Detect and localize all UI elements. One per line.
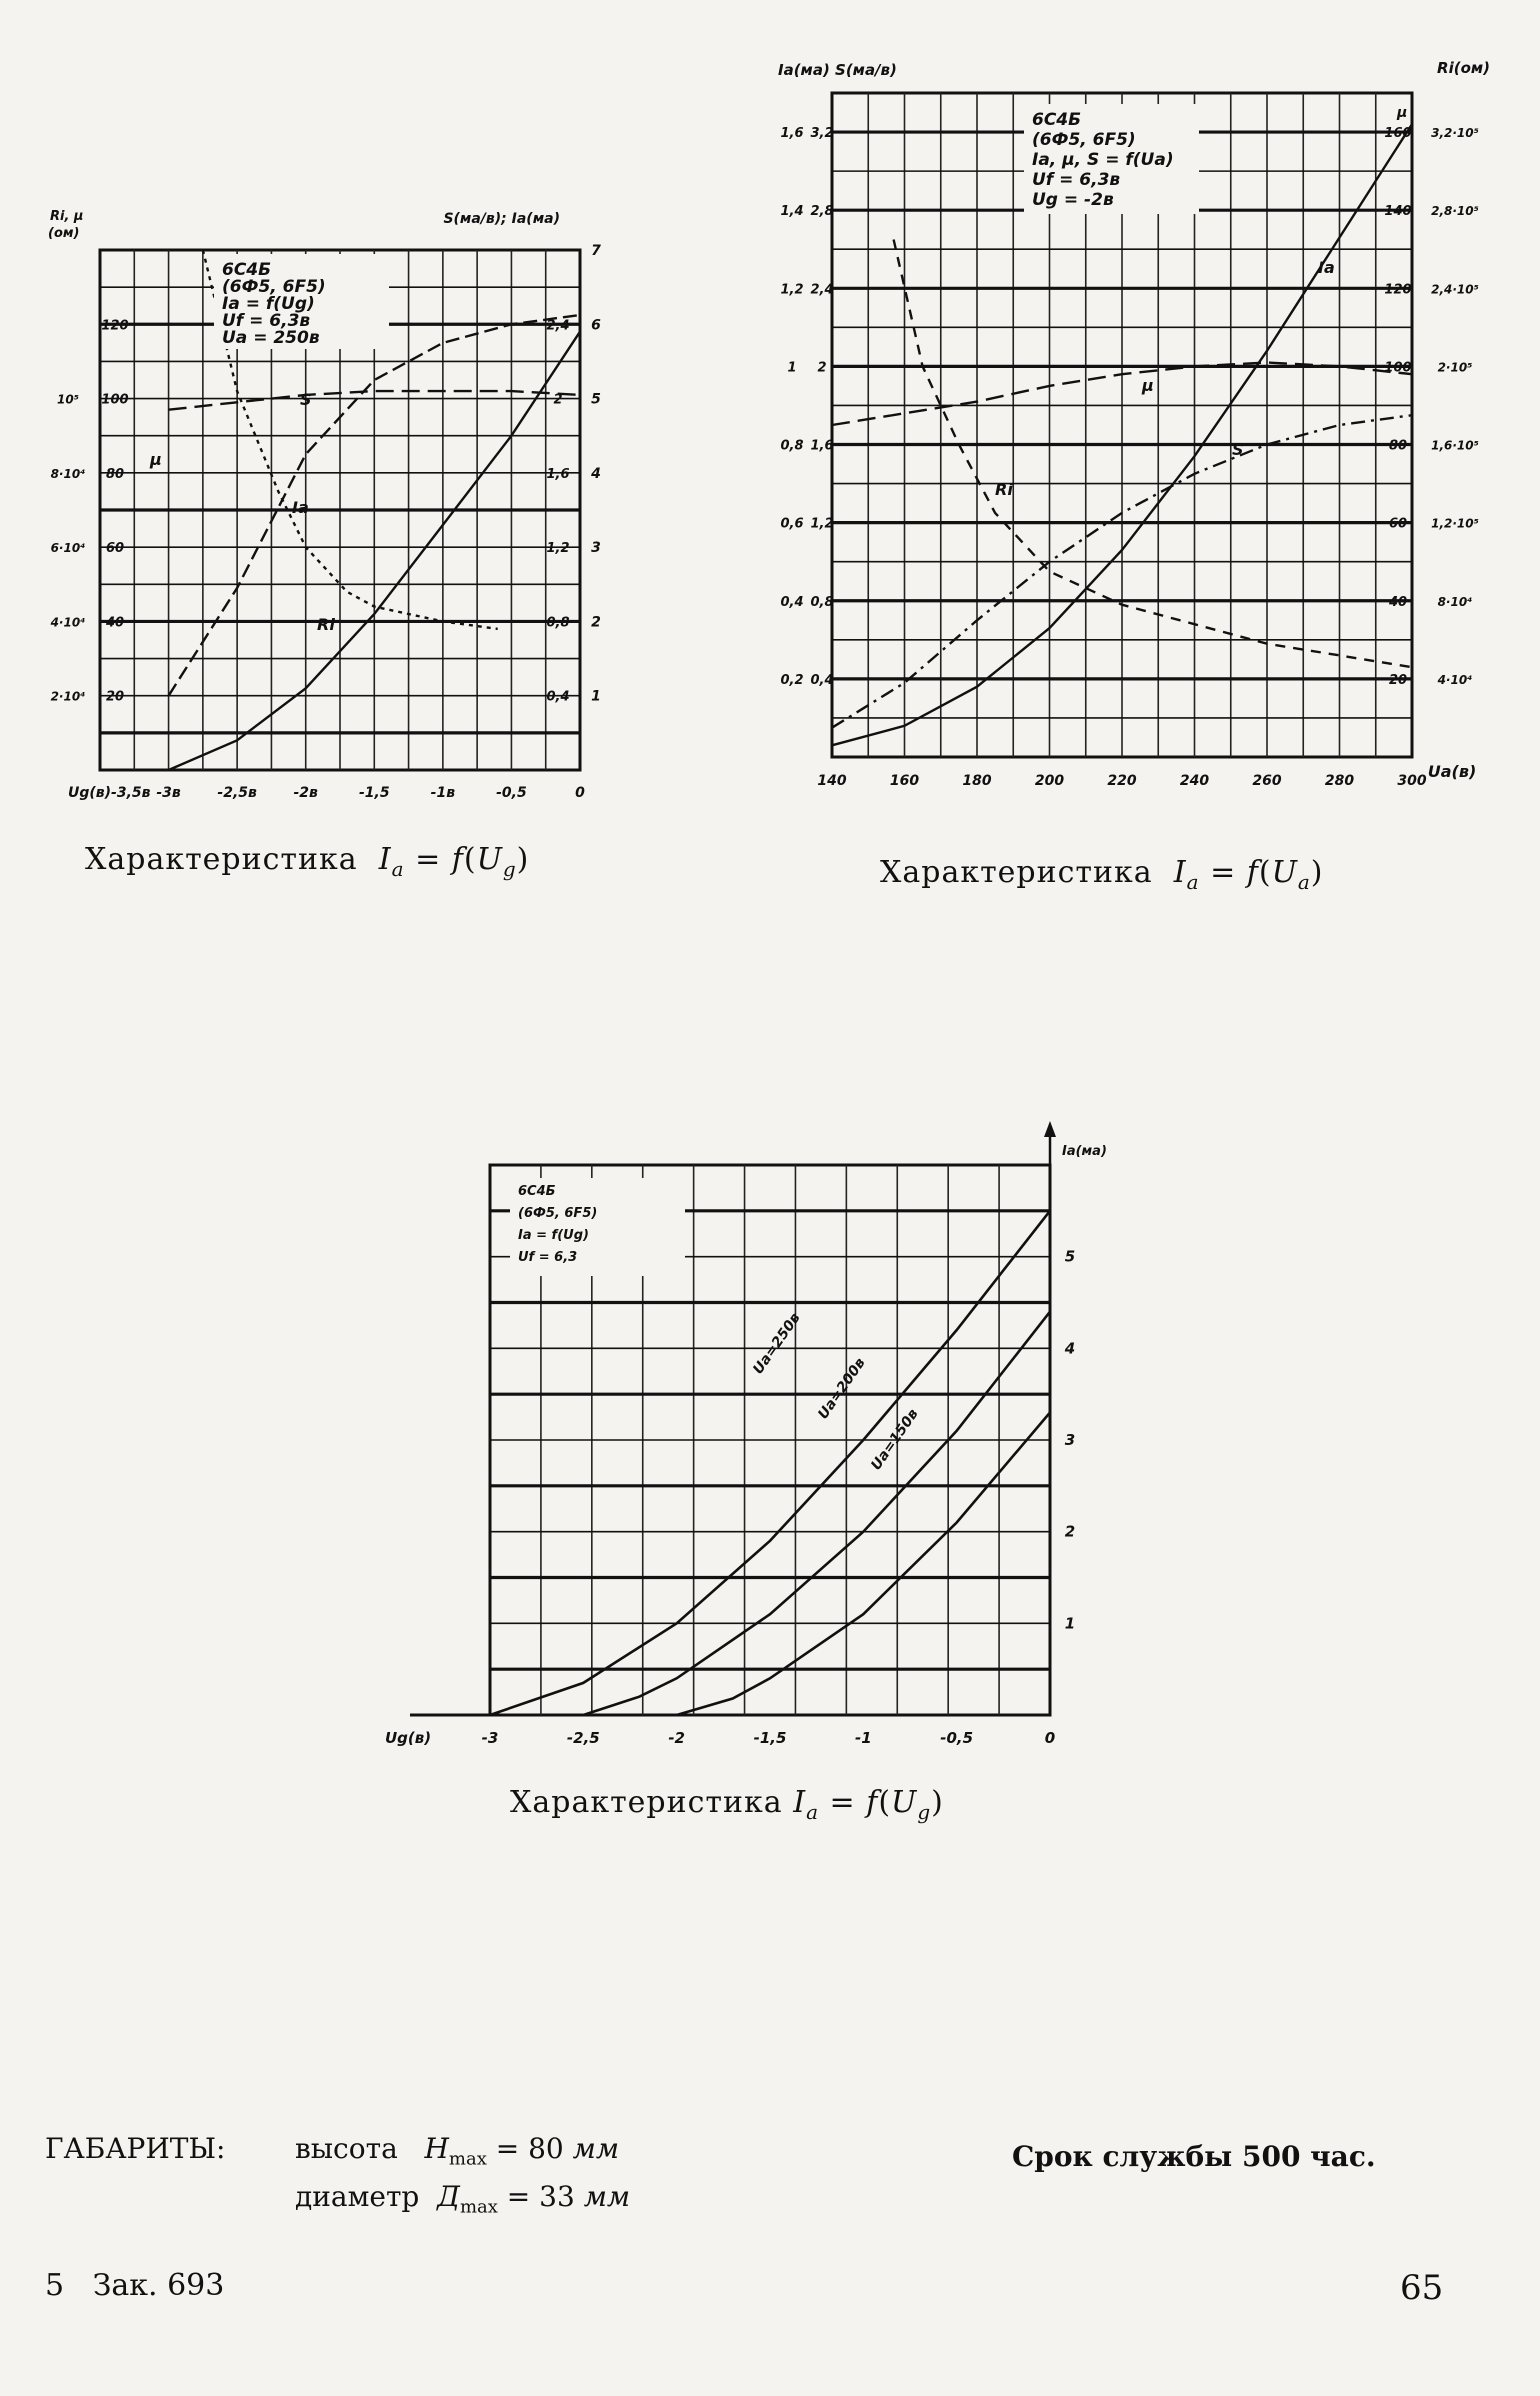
title-box-line: Ia = f(Ug) bbox=[222, 294, 315, 314]
left-tick-mu: 120 bbox=[101, 318, 129, 334]
x-tick-label: -0,5 bbox=[496, 785, 527, 801]
chart2-svg bbox=[770, 45, 1530, 825]
right-tick-ia: 7 bbox=[591, 243, 601, 259]
title-box-line: Uf = 6,3в bbox=[222, 311, 311, 331]
x-axis-label: Ua(в) bbox=[1427, 762, 1477, 781]
caption-2-text: Характеристика $I_a = f(U_a)$ bbox=[880, 855, 1324, 894]
chart3-svg bbox=[385, 1115, 1110, 1775]
caption-chart-1 bbox=[85, 842, 529, 881]
left-tick-mu: 100 bbox=[101, 392, 129, 408]
right-tick-mu: 100 bbox=[1384, 360, 1412, 376]
order-number: 5 Зак. 693 bbox=[45, 2268, 225, 2303]
label-mu: μ bbox=[1142, 376, 1154, 395]
y-tick-label: 1 bbox=[1064, 1614, 1076, 1633]
service-life: Срок службы 500 час. bbox=[1012, 2140, 1376, 2173]
page-number: 65 bbox=[1400, 2268, 1444, 2308]
title-box-line: (6Ф5, 6F5) bbox=[1032, 130, 1136, 150]
left-tick-ia: 0,2 bbox=[780, 672, 804, 688]
right-tick-ri: 2,4·10⁵ bbox=[1431, 282, 1479, 297]
left-tick-ri: 8·10⁴ bbox=[50, 466, 86, 481]
left-tick-mu: 20 bbox=[105, 689, 125, 705]
label-Ri: Ri bbox=[317, 615, 335, 634]
title-box-line: 6С4Б bbox=[222, 260, 272, 280]
left-tick-ri: 2·10⁴ bbox=[50, 689, 86, 704]
left-tick-s: 3,2 bbox=[810, 126, 834, 142]
left-tick-ia: 1,6 bbox=[780, 126, 804, 142]
left-tick-ia: 1 bbox=[787, 360, 797, 376]
caption-chart-3 bbox=[510, 1785, 944, 1824]
right-tick-ia: 3 bbox=[591, 540, 601, 557]
right-tick-ri: 4·10⁴ bbox=[1437, 672, 1473, 687]
x-tick-label: -1 bbox=[854, 1729, 872, 1747]
x-tick-label: -2в bbox=[293, 785, 318, 801]
series-curve-1 bbox=[490, 1211, 1050, 1715]
left-tick-s: 2,8 bbox=[810, 204, 834, 220]
x-tick-label: -2,5 bbox=[566, 1729, 600, 1747]
right-tick-ri: 2,8·10⁵ bbox=[1431, 204, 1479, 219]
title-box-line: Ia = f(Ug) bbox=[518, 1228, 589, 1243]
x-tick-label: 220 bbox=[1107, 773, 1137, 789]
curve-label-1: Ua=250в bbox=[750, 1310, 804, 1378]
x-tick-label: -1в bbox=[430, 785, 456, 801]
x-axis-label: Ug(в) bbox=[385, 1729, 432, 1747]
x-tick-label: 200 bbox=[1034, 773, 1065, 789]
left-tick-ia: 0,4 bbox=[780, 594, 804, 610]
left-tick-s: 0,8 bbox=[810, 594, 834, 610]
right-axis-label: S(ма/в); Ia(ма) bbox=[443, 211, 560, 227]
left-tick-ia: 0,6 bbox=[780, 516, 804, 532]
y-axis-arrowhead bbox=[1044, 1121, 1056, 1137]
x-tick-label: -3в bbox=[156, 785, 181, 801]
left-axis-unit: (ом) bbox=[48, 226, 80, 241]
label-Ia: Ia bbox=[1318, 258, 1335, 277]
left-tick-ri: 10⁵ bbox=[57, 392, 79, 407]
x-tick-label: 160 bbox=[889, 773, 920, 789]
title-box-line: 6С4Б bbox=[1032, 110, 1082, 130]
right-tick-ia: 2 bbox=[591, 614, 601, 631]
right-tick-ri: 3,2·10⁵ bbox=[1431, 126, 1479, 141]
caption-1-text: Характеристика $I_a = f(U_g)$ bbox=[85, 842, 530, 881]
title-box-line: Ua = 250в bbox=[222, 328, 320, 348]
left-tick-ia: 0,8 bbox=[780, 438, 804, 454]
caption-chart-2 bbox=[880, 855, 1324, 894]
right-tick-ia: 5 bbox=[591, 391, 601, 408]
dims-height: высота $H_{max} = 80$ мм bbox=[295, 2132, 620, 2170]
dims-diameter: диаметр $Д_{max} = 33$ мм bbox=[295, 2180, 631, 2218]
right-tick-mu: 120 bbox=[1384, 282, 1412, 298]
dims-label: ГАБАРИТЫ: bbox=[45, 2132, 226, 2165]
chart1-svg bbox=[40, 209, 680, 845]
left-tick-s: 1,2 bbox=[810, 516, 834, 532]
right-tick-ia: 1 bbox=[591, 688, 601, 705]
right-tick-ri: 2·10⁵ bbox=[1437, 360, 1473, 375]
right-axis-mu: μ bbox=[1397, 105, 1408, 121]
right-tick-mu: 160 bbox=[1384, 126, 1412, 142]
y-axis-label: Ia(ма) bbox=[1062, 1144, 1107, 1159]
right-tick-mu: 40 bbox=[1388, 594, 1408, 610]
chart-ia-ua bbox=[770, 45, 1530, 825]
y-tick-label: 4 bbox=[1064, 1339, 1076, 1358]
left-tick-ia: 1,2 bbox=[780, 282, 804, 298]
x-tick-label: -1,5 bbox=[358, 785, 390, 801]
title-box-line: Uf = 6,3 bbox=[518, 1250, 578, 1265]
left-tick-ri: 6·10⁴ bbox=[50, 541, 86, 556]
right-tick-s: 2 bbox=[553, 392, 563, 408]
left-axis-label: Ia(ма) S(ма/в) bbox=[778, 61, 897, 79]
label-Ia: Ia bbox=[292, 498, 309, 517]
series-ri bbox=[894, 240, 1412, 668]
title-box-line: 6С4Б bbox=[518, 1184, 556, 1199]
right-tick-ia: 6 bbox=[591, 317, 601, 334]
title-box-line: (6Ф5, 6F5) bbox=[518, 1206, 598, 1221]
y-tick-label: 5 bbox=[1064, 1247, 1076, 1266]
right-tick-s: 2,4 bbox=[546, 318, 570, 334]
label-Ri: Ri bbox=[995, 480, 1013, 499]
label-mu: μ bbox=[150, 450, 162, 469]
right-tick-mu: 20 bbox=[1388, 672, 1408, 688]
left-tick-mu: 80 bbox=[105, 466, 125, 482]
left-tick-s: 0,4 bbox=[810, 672, 834, 688]
series-curve-2 bbox=[583, 1312, 1050, 1715]
x-tick-label: -0,5 bbox=[940, 1729, 974, 1747]
right-tick-ri: 1,2·10⁵ bbox=[1431, 516, 1479, 531]
title-box-line: Ug = -2в bbox=[1032, 190, 1114, 210]
right-tick-s: 0,8 bbox=[546, 615, 570, 631]
x-tick-label: -2 bbox=[668, 1729, 686, 1747]
y-tick-label: 3 bbox=[1064, 1431, 1076, 1449]
right-tick-ia: 4 bbox=[591, 465, 601, 482]
left-tick-mu: 40 bbox=[105, 615, 125, 631]
left-tick-s: 2,4 bbox=[810, 282, 834, 298]
right-tick-mu: 60 bbox=[1388, 516, 1408, 532]
left-axis-label: Ri, μ bbox=[50, 209, 84, 224]
x-tick-label: 300 bbox=[1397, 773, 1427, 789]
label-S: S bbox=[300, 390, 312, 409]
title-box-line: Ia, μ, S = f(Ua) bbox=[1032, 150, 1174, 170]
curve-label-3: Ua=150в bbox=[868, 1406, 922, 1474]
x-tick-label: -1,5 bbox=[753, 1729, 787, 1747]
right-tick-mu: 140 bbox=[1384, 204, 1412, 220]
x-tick-label: -2,5в bbox=[217, 785, 257, 801]
right-tick-s: 1,2 bbox=[546, 541, 570, 557]
label-S: S bbox=[1232, 440, 1244, 459]
right-axis-label: Ri(ом) bbox=[1437, 59, 1490, 77]
x-tick-label: 0 bbox=[1044, 1729, 1056, 1747]
chart-ia-ug-2 bbox=[385, 1115, 1110, 1775]
x-tick-label: Ug(в)-3,5в bbox=[68, 785, 151, 801]
x-tick-label: 240 bbox=[1179, 773, 1210, 789]
y-tick-label: 2 bbox=[1064, 1522, 1076, 1541]
right-tick-ri: 1,6·10⁵ bbox=[1431, 438, 1479, 453]
right-tick-ri: 8·10⁴ bbox=[1437, 594, 1473, 609]
x-tick-label: 180 bbox=[962, 773, 992, 789]
chart-ia-ug-1 bbox=[40, 209, 680, 845]
left-tick-mu: 60 bbox=[105, 541, 125, 557]
x-tick-label: -3 bbox=[481, 1729, 499, 1747]
title-box-line: (6Ф5, 6F5) bbox=[222, 277, 326, 297]
left-tick-s: 2 bbox=[817, 360, 827, 376]
x-tick-label: 280 bbox=[1324, 773, 1355, 789]
curve-label-2: Ua=200в bbox=[815, 1355, 869, 1423]
left-tick-ri: 4·10⁴ bbox=[50, 615, 86, 630]
left-tick-ia: 1,4 bbox=[780, 204, 804, 220]
x-tick-label: 140 bbox=[817, 773, 847, 789]
right-tick-s: 0,4 bbox=[546, 689, 570, 705]
caption-3-text: Характеристика $I_a = f(U_g)$ bbox=[510, 1785, 944, 1824]
x-tick-label: 260 bbox=[1252, 773, 1282, 789]
x-tick-label: 0 bbox=[575, 785, 585, 801]
right-tick-s: 1,6 bbox=[546, 466, 570, 482]
right-tick-mu: 80 bbox=[1388, 438, 1408, 454]
left-tick-s: 1,6 bbox=[810, 438, 834, 454]
title-box-line: Uf = 6,3в bbox=[1032, 170, 1121, 190]
